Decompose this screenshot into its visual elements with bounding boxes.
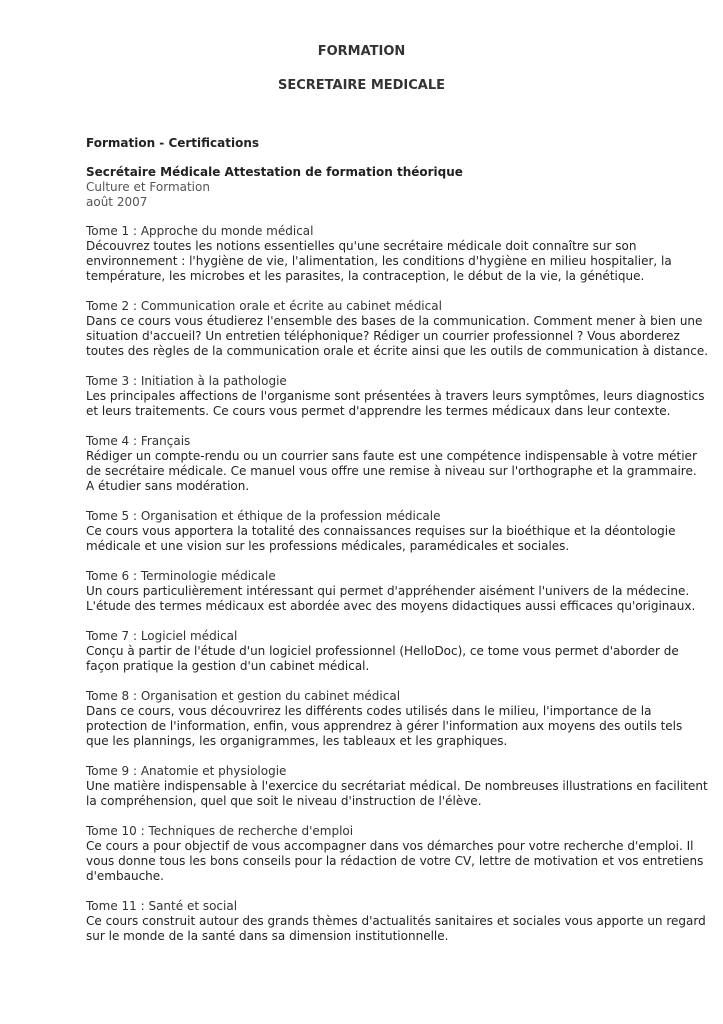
- tome-title: Tome 5 : Organisation et éthique de la profession médicale: [86, 509, 441, 523]
- tome-description: [86, 239, 672, 284]
- tome-description-line: Les principales affections de l'organisme sont présentées à travers leurs symptômes, leurs diagnostics: [86, 389, 705, 403]
- tome-item: [86, 689, 683, 749]
- tome-item: [86, 509, 676, 554]
- tome-description: [86, 389, 705, 419]
- tome-title: Tome 2 : Communication orale et écrite au cabinet médical: [86, 299, 442, 313]
- document-subtitle: SECRETAIRE MEDICALE: [277, 78, 446, 93]
- tome-description-line: Rédiger un compte-rendu ou un courrier sans faute est une compétence indispensable à votre métier: [86, 449, 697, 463]
- tome-item: [86, 434, 697, 494]
- tome-description-line: température, les microbes et les parasites, la contraception, le début de la vie, la génétique.: [86, 269, 645, 283]
- tome-description: [86, 839, 704, 884]
- tome-description: [86, 584, 696, 614]
- tome-title: Tome 1 : Approche du monde médical: [86, 224, 314, 238]
- tome-description-line: environnement : l'hygiène de vie, l'alimentation, les conditions d'hygiène en milieu hospitalier, la: [86, 254, 672, 268]
- tome-title: Tome 4 : Français: [86, 434, 191, 448]
- tome-description-line: de secrétaire médicale. Ce manuel vous offre une remise à niveau sur l'orthographe et la grammaire.: [86, 464, 697, 478]
- tome-description-line: situation d'accueil? Un entretien téléphonique? Rédiger un courrier professionnel ? Vous aborderez: [86, 329, 680, 343]
- tome-item: [86, 629, 679, 674]
- tome-description-line: vous donne tous les bons conseils pour la rédaction de votre CV, lettre de motivation et vos entretiens: [86, 854, 704, 868]
- tome-item: [86, 764, 708, 809]
- tome-title: Tome 3 : Initiation à la pathologie: [86, 374, 287, 388]
- tome-description-line: que les plannings, les organigrammes, les tableaux et les graphiques.: [86, 734, 508, 748]
- tome-item: [86, 569, 696, 614]
- tome-description-line: L'étude des termes médicaux est abordée avec des moyens didactiques aussi efficaces qu'originaux.: [86, 599, 696, 613]
- tome-title: Tome 6 : Terminologie médicale: [86, 569, 276, 583]
- document-title: FORMATION: [317, 44, 406, 59]
- certification-organization: Culture et Formation: [86, 180, 210, 194]
- tome-description: [86, 524, 676, 554]
- tome-description-line: d'embauche.: [86, 869, 164, 883]
- tome-description-line: Ce cours vous apportera la totalité des connaissances requises sur la bioéthique et la déontologie: [86, 524, 676, 538]
- tome-description-line: Une matière indispensable à l'exercice du secrétariat médical. De nombreuses illustrations en facilitent: [86, 779, 708, 793]
- tome-description-line: Dans ce cours, vous découvrirez les différents codes utilisés dans le milieu, l'importance de la: [86, 704, 652, 718]
- tome-description: [86, 314, 709, 359]
- tome-title: Tome 9 : Anatomie et physiologie: [86, 764, 287, 778]
- tome-description-line: Ce cours a pour objectif de vous accompagner dans vos démarches pour votre recherche d'emploi. Il: [86, 839, 694, 853]
- certification-title: Secrétaire Médicale Attestation de formation théorique: [86, 165, 463, 179]
- tome-description: [86, 644, 679, 674]
- tome-description-line: toutes des règles de la communication orale et écrite ainsi que les outils de communication à distance.: [86, 344, 709, 358]
- tome-description-line: Ce cours construit autour des grands thèmes d'actualités sanitaires et sociales vous apporte un regard: [86, 914, 706, 928]
- tome-description-line: la compréhension, quel que soit le niveau d'instruction de l'élève.: [86, 794, 482, 808]
- tome-description-line: et leurs traitements. Ce cours vous permet d'apprendre les termes médicaux dans leur contexte.: [86, 404, 671, 418]
- tome-title: Tome 11 : Santé et social: [86, 899, 238, 913]
- tome-description-line: façon pratique la gestion d'un cabinet médical.: [86, 659, 370, 673]
- tome-description-line: Conçu à partir de l'étude d'un logiciel professionnel (HelloDoc), ce tome vous permet d'aborder de: [86, 644, 679, 658]
- section-heading: Formation - Certifications: [86, 136, 260, 150]
- tome-description-line: Dans ce cours vous étudierez l'ensemble des bases de la communication. Comment mener à bien une: [86, 314, 703, 328]
- tome-list: [86, 224, 709, 959]
- tome-description-line: A étudier sans modération.: [86, 479, 250, 493]
- tome-description-line: Un cours particulièrement intéressant qui permet d'appréhender aisément l'univers de la médecine.: [86, 584, 690, 598]
- tome-description-line: sur le monde de la santé dans sa dimension institutionnelle.: [86, 929, 449, 943]
- tome-description-line: Découvrez toutes les notions essentielles qu'une secrétaire médicale doit connaître sur son: [86, 239, 637, 253]
- tome-title: Tome 10 : Techniques de recherche d'emploi: [86, 824, 354, 838]
- tome-title: Tome 7 : Logiciel médical: [86, 629, 238, 643]
- tome-description: [86, 704, 683, 749]
- certification-date: août 2007: [86, 195, 148, 209]
- tome-item: [86, 299, 709, 359]
- tome-item: [86, 374, 705, 419]
- tome-description-line: médicale et une vision sur les professions médicales, paramédicales et sociales.: [86, 539, 570, 553]
- tome-item: [86, 824, 704, 884]
- tome-item: [86, 899, 706, 944]
- tome-description-line: protection de l'information, enfin, vous apprendrez à gérer l'information aux moyens des outils tels: [86, 719, 683, 733]
- tome-description: [86, 449, 697, 494]
- tome-description: [86, 779, 708, 809]
- certification-block: [86, 165, 463, 210]
- tome-title: Tome 8 : Organisation et gestion du cabinet médical: [86, 689, 401, 703]
- tome-item: [86, 224, 672, 284]
- tome-description: [86, 914, 706, 944]
